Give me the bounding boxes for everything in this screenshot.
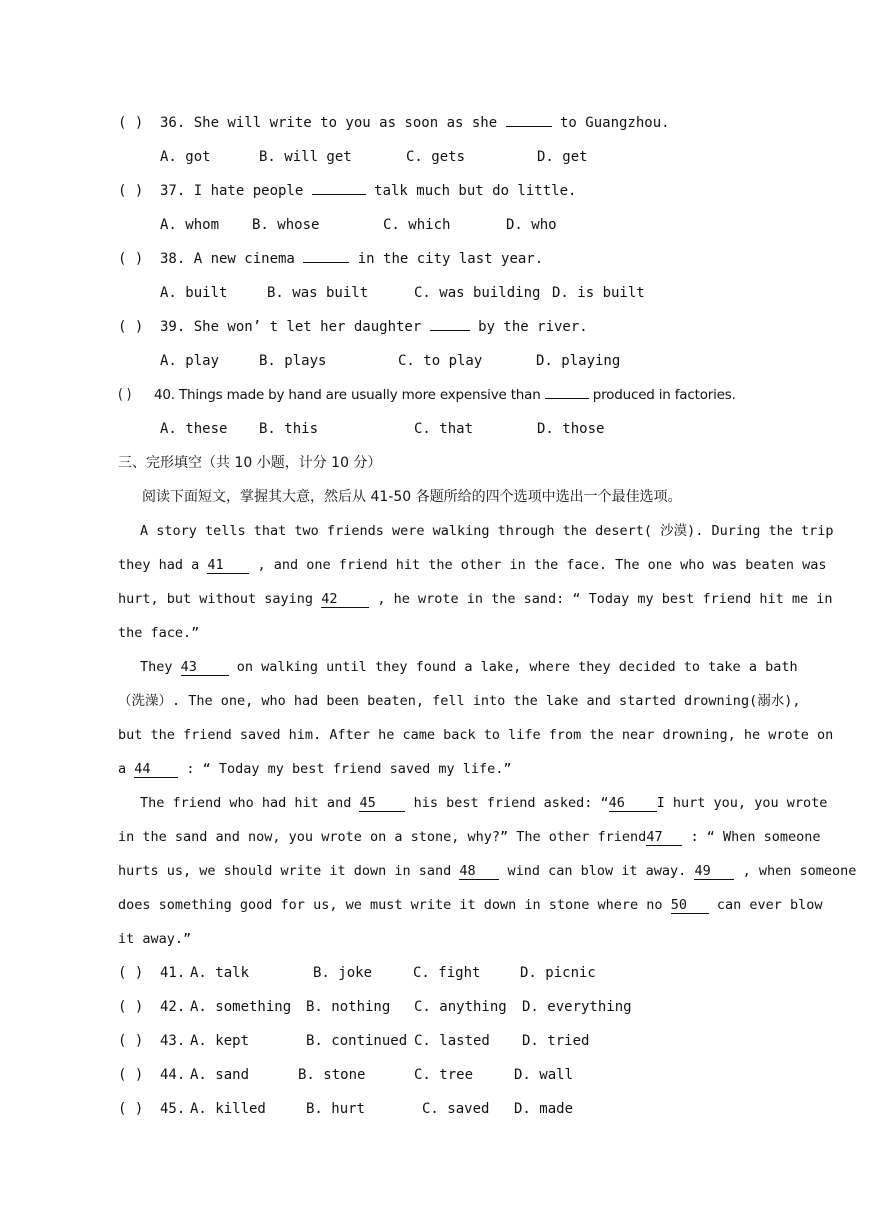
question-number: 41. xyxy=(160,965,186,981)
option-b: B. continued xyxy=(306,1033,408,1049)
passage-text: I hurt you, you wrote xyxy=(656,795,828,811)
section-title: 三、完形填空（共 10 小题，计分 10 分） xyxy=(118,455,382,471)
blank-48: 48 xyxy=(459,863,499,880)
answer-blank xyxy=(545,384,589,399)
option-c: C. to play xyxy=(398,353,483,369)
question-37-options xyxy=(118,214,778,248)
option-c: C. fight xyxy=(413,965,481,981)
passage-line xyxy=(118,758,778,792)
stem-text: 38. A new cinema xyxy=(160,251,304,267)
option-a: A. sand xyxy=(190,1067,250,1083)
passage-text: they had a xyxy=(118,557,208,573)
passage-text: , when someone xyxy=(734,863,857,879)
option-c: C. saved xyxy=(422,1101,490,1117)
stem-text: produced in factories. xyxy=(588,387,736,403)
question-43 xyxy=(118,1030,778,1064)
passage-text: hurts us, we should write it down in sand xyxy=(118,863,460,879)
answer-paren: ( ) xyxy=(118,115,144,131)
option-d: D. everything xyxy=(522,999,632,1015)
passage-text: They xyxy=(140,659,181,675)
passage-text: The friend who had hit and xyxy=(140,795,360,811)
option-b: B. joke xyxy=(313,965,373,981)
answer-paren: ( ) xyxy=(118,387,132,403)
option-c: C. was building xyxy=(414,285,541,301)
passage-text: wind can blow it away. xyxy=(499,863,695,879)
stem-text: 37. I hate people xyxy=(160,183,312,199)
blank-50: 50 xyxy=(671,897,709,914)
question-41 xyxy=(118,962,778,996)
exam-page xyxy=(118,112,857,1132)
option-c: C. that xyxy=(414,421,474,437)
question-39-options xyxy=(118,350,778,384)
option-c: C. which xyxy=(383,217,451,233)
passage-line: （洗澡）. The one, who had been beaten, fell into the lake and started drowning(溺水), xyxy=(118,693,801,709)
answer-paren: ( ) xyxy=(118,999,144,1015)
answer-blank xyxy=(430,316,470,331)
section-instruction: 阅读下面短文，掌握其大意，然后从 41-50 各题所给的四个选项中选出一个最佳选项。 xyxy=(142,489,682,505)
question-38-options xyxy=(118,282,778,316)
option-d: D. who xyxy=(506,217,557,233)
option-b: B. nothing xyxy=(306,999,391,1015)
passage-line: A story tells that two friends were walking through the desert( 沙漠). During the trip xyxy=(140,523,834,539)
passage-text: does something good for us, we must write it down in stone where no xyxy=(118,897,671,913)
passage-text: , and one friend hit the other in the face. The one who was beaten was xyxy=(249,557,827,573)
option-a: A. talk xyxy=(190,965,250,981)
question-number: 44. xyxy=(160,1067,186,1083)
stem-text: 36. She will write to you as soon as she xyxy=(160,115,506,131)
answer-paren: ( ) xyxy=(118,1067,144,1083)
blank-46: 46 xyxy=(609,795,657,812)
answer-paren: ( ) xyxy=(118,1033,144,1049)
passage-line: the face.” xyxy=(118,625,200,641)
blank-44: 44 xyxy=(134,761,178,778)
passage-text: , he wrote in the sand: “ Today my best friend hit me in xyxy=(369,591,833,607)
question-39-stem xyxy=(118,316,778,350)
question-45 xyxy=(118,1098,778,1132)
answer-paren: ( ) xyxy=(118,1101,144,1117)
passage-text: his best friend asked: “ xyxy=(405,795,609,811)
option-a: A. play xyxy=(160,353,220,369)
option-b: B. was built xyxy=(267,285,369,301)
option-d: D. those xyxy=(537,421,605,437)
option-d: D. wall xyxy=(514,1067,574,1083)
answer-blank xyxy=(303,248,349,263)
blank-41: 41 xyxy=(207,557,249,574)
stem-text: talk much but do little. xyxy=(365,183,577,199)
question-number: 43. xyxy=(160,1033,186,1049)
passage-line: but the friend saved him. After he came back to life from the near drowning, he wrote on xyxy=(118,727,834,743)
passage-line xyxy=(118,894,823,928)
option-d: D. made xyxy=(514,1101,574,1117)
passage-line xyxy=(118,554,827,588)
option-a: A. these xyxy=(160,421,228,437)
passage-text: hurt, but without saying xyxy=(118,591,322,607)
option-c: C. lasted xyxy=(414,1033,490,1049)
question-42 xyxy=(118,996,778,1030)
option-a: A. got xyxy=(160,149,211,165)
stem-text: 39. She won’ t let her daughter xyxy=(160,319,430,335)
answer-paren: ( ) xyxy=(118,183,144,199)
question-number: 42. xyxy=(160,999,186,1015)
passage-line xyxy=(118,588,833,622)
passage-line xyxy=(118,656,798,690)
option-a: A. something xyxy=(190,999,292,1015)
stem-text: 40. Things made by hand are usually more expensive than xyxy=(154,387,545,403)
option-b: B. will get xyxy=(259,149,352,165)
question-number: 45. xyxy=(160,1101,186,1117)
answer-paren: ( ) xyxy=(118,319,144,335)
stem-text: in the city last year. xyxy=(349,251,544,267)
option-a: A. whom xyxy=(160,217,220,233)
option-d: D. is built xyxy=(552,285,645,301)
stem-text: to Guangzhou. xyxy=(551,115,670,131)
option-a: A. built xyxy=(160,285,228,301)
option-d: D. tried xyxy=(522,1033,590,1049)
option-d: D. get xyxy=(537,149,588,165)
blank-49: 49 xyxy=(694,863,734,880)
stem-text: by the river. xyxy=(469,319,588,335)
option-b: B. this xyxy=(259,421,319,437)
passage-text: : “ Today my best friend saved my life.” xyxy=(178,761,512,777)
answer-paren: ( ) xyxy=(118,251,144,267)
blank-45: 45 xyxy=(359,795,405,812)
answer-paren: ( ) xyxy=(118,965,144,981)
passage-line xyxy=(118,860,857,894)
answer-blank xyxy=(312,180,366,195)
option-b: B. whose xyxy=(252,217,320,233)
option-c: C. anything xyxy=(414,999,507,1015)
passage-line xyxy=(118,792,828,826)
passage-text: on walking until they found a lake, where they decided to take a bath xyxy=(228,659,798,675)
option-d: D. playing xyxy=(536,353,621,369)
option-a: A. kept xyxy=(190,1033,250,1049)
blank-47: 47 xyxy=(646,829,682,846)
question-44 xyxy=(118,1064,778,1098)
passage-line: it away.” xyxy=(118,931,192,947)
option-d: D. picnic xyxy=(520,965,596,981)
answer-blank xyxy=(506,112,552,127)
blank-42: 42 xyxy=(321,591,369,608)
blank-43: 43 xyxy=(181,659,229,676)
question-40-options xyxy=(118,418,778,452)
question-36-stem xyxy=(118,112,778,146)
option-b: B. hurt xyxy=(306,1101,366,1117)
question-40-stem xyxy=(118,384,778,418)
passage-text: in the sand and now, you wrote on a stone, why?” The other friend xyxy=(118,829,647,845)
question-38-stem xyxy=(118,248,778,282)
passage-text: a xyxy=(118,761,135,777)
passage-text: : “ When someone xyxy=(682,829,821,845)
option-c: C. tree xyxy=(414,1067,474,1083)
option-b: B. plays xyxy=(259,353,327,369)
option-c: C. gets xyxy=(406,149,466,165)
question-37-stem xyxy=(118,180,778,214)
option-b: B. stone xyxy=(298,1067,366,1083)
option-a: A. killed xyxy=(190,1101,266,1117)
passage-line xyxy=(118,826,821,860)
question-36-options xyxy=(118,146,778,180)
passage-text: can ever blow xyxy=(708,897,823,913)
